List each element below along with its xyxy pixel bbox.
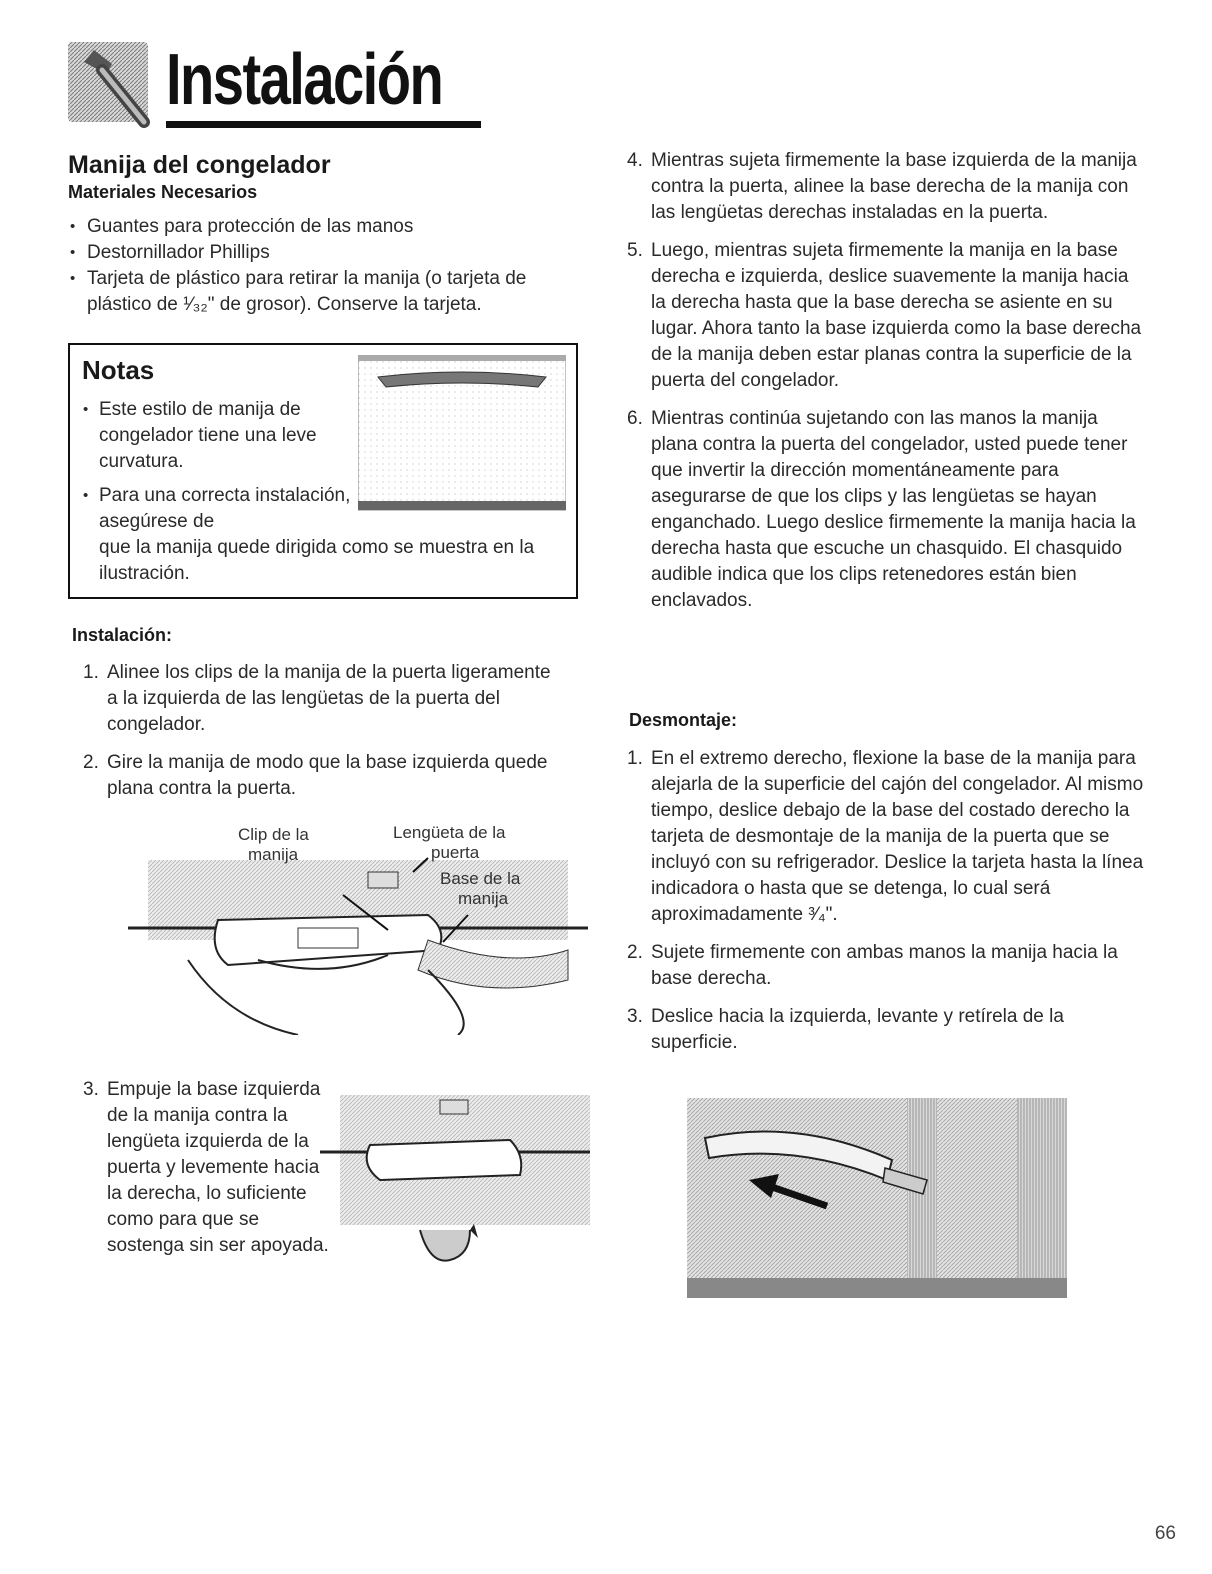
page-number: 66	[1154, 1523, 1176, 1544]
step-number: 4.	[627, 150, 643, 171]
step-number: 3.	[627, 1006, 643, 1027]
step-text: Alinee los clips de la manija de la puerta ligeramente a la izquierda de las lengüetas de la puerta del congelador.	[107, 662, 551, 735]
step-text: Mientras sujeta firmemente la base izquierda de la manija contra la puerta, alinee la base derecha de la manija con las lengüetas derechas instaladas en la puerta.	[651, 150, 1137, 223]
label-base-2: manija	[458, 889, 509, 908]
step-text: Sujete firmemente con ambas manos la manija hacia la base derecha.	[651, 942, 1118, 989]
notes-box	[68, 343, 578, 599]
removal-steps	[627, 746, 1147, 1068]
label-clip: Clip de la	[238, 825, 309, 844]
label-clip-2: manija	[248, 845, 299, 864]
step-number: 3.	[83, 1079, 99, 1100]
list-item: • Tarjeta de plástico para retirar la manija (o tarjeta de plástico de ¹⁄₃₂" de grosor). Conserve la tarjeta.	[68, 266, 588, 318]
wrench-icon	[66, 36, 158, 128]
list-item	[627, 1004, 1147, 1056]
list-item	[627, 238, 1147, 394]
list-item	[627, 940, 1147, 992]
notes-title: Notas	[82, 355, 155, 385]
step-text: En el extremo derecho, flexione la base de la manija para alejarla de la superficie del cajón del congelador. Al mismo tiempo, deslice debajo de la base del costado derecho la tarjeta de desmontaje de la manija de la puerta que se incluyó con su refrigerador. Deslice la tarjeta hasta la línea indicadora o hasta que se detenga, lo cual será aproximadamente ³⁄₄".	[651, 748, 1144, 925]
step-number: 5.	[627, 240, 643, 261]
step-number: 1.	[627, 748, 643, 769]
step-text: Luego, mientras sujeta firmemente la manija en la base derecha e izquierda, deslice suavemente la manija hacia la derecha hasta que la base derecha se asiente en su lugar. Ahora tanto la base izquierda como la base derecha de la manija deben estar planas contra la superficie de la puerta del congelador.	[651, 240, 1142, 391]
step-number: 2.	[83, 752, 99, 773]
page-title: Instalación	[166, 40, 443, 120]
step-text: Empuje la base izquierda de la manija contra la lengüeta izquierda de la puerta y levemente hacia la derecha, lo suficiente como para que se	[107, 1079, 321, 1230]
installation-step-3	[83, 1077, 338, 1259]
materials-list	[68, 214, 588, 318]
list-item	[627, 148, 1147, 226]
installation-steps-continued	[627, 148, 1147, 626]
list-item: • Para una correcta instalación, asegúrese de	[82, 483, 354, 535]
freezer-drawer-illustration	[358, 355, 566, 515]
list-item-continuation: que la manija quede dirigida como se muestra en la ilustración.	[99, 537, 535, 584]
page-header	[66, 36, 443, 146]
handle-push-illustration	[320, 1090, 590, 1265]
list-item	[83, 660, 563, 738]
list-item	[83, 1077, 338, 1259]
label-tab: Lengüeta de la	[393, 823, 506, 842]
installation-steps	[83, 660, 563, 814]
label-tab-2: puerta	[431, 843, 480, 862]
title-underline	[166, 121, 481, 128]
step-number: 1.	[83, 662, 99, 683]
list-item: • Este estilo de manija de congelador tiene una leve curvatura.	[82, 397, 354, 475]
list-item: • Destornillador Phillips	[68, 240, 588, 266]
removal-heading: Desmontaje:	[629, 710, 738, 730]
step-number: 2.	[627, 942, 643, 963]
list-item: • Guantes para protección de las manos	[68, 214, 588, 240]
left-column	[68, 150, 588, 1256]
handle-removal-illustration	[687, 1098, 1067, 1298]
materials-heading: Materiales Necesarios	[68, 182, 258, 202]
list-item	[627, 406, 1147, 614]
step-text: Mientras continúa sujetando con las manos la manija plana contra la puerta del congelador, usted puede tener que invertir la dirección momentáneamente para asegurarse de que los clips y las lengüetas se hayan enganchado. Luego deslice firmemente la manija hacia la derecha hasta que escuche un chasquido. El chasquido audible indica que los clips retenedores están bien enclavados.	[651, 408, 1136, 611]
handle-clip-illustration	[128, 820, 588, 1035]
list-item	[83, 750, 563, 802]
list-item	[627, 746, 1147, 928]
step-text: Gire la manija de modo que la base izquierda quede plana contra la puerta.	[107, 752, 548, 799]
step-number: 6.	[627, 408, 643, 429]
step-text-tail: sostenga sin ser apoyada.	[107, 1235, 329, 1256]
step-text: Deslice hacia la izquierda, levante y retírela de la superficie.	[651, 1006, 1064, 1053]
installation-heading: Instalación:	[72, 625, 173, 645]
label-base: Base de la	[440, 869, 521, 888]
section-title: Manija del congelador	[68, 151, 331, 179]
